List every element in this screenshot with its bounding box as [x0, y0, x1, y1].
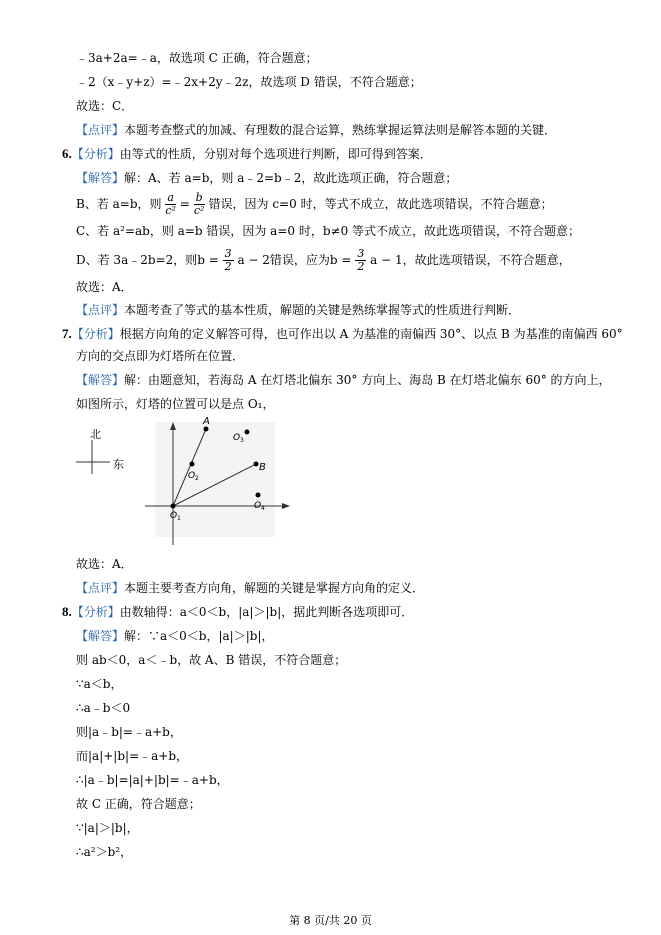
q8-step: ∵|a|＞|b|，	[76, 821, 139, 835]
text-line: ﹣3a+2a=﹣a，故选项 C 正确，符合题意；	[76, 51, 318, 65]
label-O1: O	[170, 511, 178, 521]
q6-option-d	[76, 246, 571, 274]
horizontal-arrow	[282, 503, 290, 509]
analysis-tag: 【分析】	[71, 147, 120, 161]
solution-tag: 【解答】	[76, 629, 125, 643]
point-O4	[256, 493, 261, 498]
label-O3-sub: 3	[240, 437, 244, 444]
page-footer: 第 8 页/共 20 页	[289, 914, 372, 927]
fraction-b-over-c2	[194, 192, 205, 217]
fraction-3-over-2	[355, 248, 366, 273]
q6-option-c: C、若 a²=ab，则 a=b 错误，因为 a=0 时，b≠0 等式不成立，故此选项错误，不符合题意；	[76, 224, 581, 238]
point-O3	[245, 430, 250, 435]
option-d-middle: a − 2错误，应为b =	[237, 253, 352, 267]
solution-tag: 【解答】	[76, 171, 125, 185]
label-O3: O	[233, 433, 241, 443]
solution-text: 解：∵a＜0＜b，|a|＞|b|，	[124, 629, 274, 643]
denominator: c²	[165, 204, 176, 217]
q7-analysis-cont: 方向的交点即为灯塔所在位置．	[76, 349, 245, 363]
q6-review-line	[76, 302, 520, 318]
option-b-prefix: B、若 a=b，则	[76, 197, 162, 211]
q8-step: 则|a﹣b|=﹣a+b，	[76, 725, 182, 739]
label-O4: O	[254, 501, 262, 511]
q7-analysis-line	[62, 326, 623, 342]
option-b-suffix: 错误，因为 c=0 时，等式不成立，故此选项错误，不符合题意；	[208, 197, 553, 211]
label-O4-sub: 4	[261, 505, 265, 512]
review-text: 本题考查了等式的基本性质，解题的关键是熟练掌握等式的性质进行判断．	[124, 303, 521, 317]
solution-text: 解：由题意知，若海岛 A 在灯塔北偏东 30° 方向上、海岛 B 在灯塔北偏东 60° 的方向上，	[124, 373, 611, 387]
review-text: 本题考查整式的加减、有理数的混合运算，熟练掌握运算法则是解答本题的关键．	[124, 123, 557, 137]
label-O2-sub: 2	[195, 475, 199, 482]
direction-figure	[70, 412, 300, 552]
q8-step: ∴a²＞b²，	[76, 845, 133, 859]
point-A	[204, 427, 209, 432]
q6-option-b	[76, 190, 553, 218]
text-line: ﹣2（x﹣y+z）=﹣2x+2y﹣2z，故选项 D 错误，不符合题意；	[76, 75, 422, 89]
review-tag: 【点评】	[76, 123, 125, 137]
fraction-a-over-c2	[165, 192, 176, 217]
q8-step: ∴|a﹣b|=|a|+|b|=﹣a+b，	[76, 773, 229, 787]
label-O1-sub: 1	[177, 515, 181, 522]
option-d-prefix: D、若 3a﹣2b=2，则b =	[76, 253, 219, 267]
review-tag: 【点评】	[76, 581, 125, 595]
question-number: 8.	[62, 604, 72, 619]
solution-tag: 【解答】	[76, 373, 125, 387]
numerator: a	[165, 192, 176, 205]
analysis-tag: 【分析】	[71, 327, 120, 341]
q7-solution-line	[76, 372, 611, 388]
point-O2	[190, 462, 195, 467]
question-number: 7.	[62, 326, 72, 341]
q8-analysis-line	[62, 604, 413, 620]
q6-solution-line	[76, 170, 457, 186]
numerator: 3	[224, 247, 232, 260]
numerator: 3	[357, 247, 365, 260]
label-A: A	[203, 416, 210, 427]
option-d-suffix: a − 1，故此选项错误，不符合题意，	[370, 253, 571, 267]
analysis-tag: 【分析】	[71, 605, 120, 619]
review-line	[76, 122, 556, 138]
q8-step: 故 C 正确，符合题意；	[76, 797, 201, 811]
analysis-text: 由数轴得：a＜0＜b，|a|＞|b|，据此判断各选项即可．	[119, 605, 414, 619]
q8-step: ∴a﹣b＜0	[76, 701, 131, 715]
denominator: 2	[357, 260, 365, 273]
label-B: B	[259, 462, 266, 473]
fraction-3-over-2	[223, 248, 234, 273]
east-label: 东	[113, 458, 124, 471]
denominator: c²	[193, 204, 205, 217]
numerator: b	[195, 191, 203, 204]
text-line: 故选：C．	[76, 99, 134, 113]
north-label: 北	[90, 428, 101, 441]
q7-review-line	[76, 580, 424, 596]
review-text: 本题主要考查方向角，解题的关键是掌握方向角的定义．	[124, 581, 425, 595]
label-O2: O	[188, 471, 196, 481]
review-tag: 【点评】	[76, 303, 125, 317]
q7-solution-cont: 如图所示，灯塔的位置可以是点 O₁，	[76, 397, 275, 411]
q8-step: 则 ab＜0，a＜﹣b，故 A、B 错误，不符合题意；	[76, 653, 347, 667]
analysis-text: 由等式的性质，分别对每个选项进行判断，即可得到答案．	[119, 147, 432, 161]
point-B	[254, 462, 259, 467]
equals-sign: =	[179, 197, 190, 211]
question-number: 6.	[62, 146, 72, 161]
point-O1	[171, 504, 176, 509]
analysis-text: 根据方向角的定义解答可得，也可作出以 A 为基准的南偏西 30°、以点 B 为基准的南偏西 60°	[119, 327, 623, 341]
q7-answer: 故选：A．	[76, 557, 133, 571]
q6-analysis-line	[62, 146, 432, 162]
denominator: 2	[224, 260, 232, 273]
q8-solution-line	[76, 628, 274, 644]
solution-text: 解：A、若 a=b，则 a﹣2=b﹣2，故此选项正确，符合题意；	[124, 171, 458, 185]
q6-answer: 故选：A．	[76, 280, 133, 294]
q8-step: ∵a＜b，	[76, 677, 123, 691]
q8-step: 而|a|+|b|=﹣a+b，	[76, 749, 189, 763]
